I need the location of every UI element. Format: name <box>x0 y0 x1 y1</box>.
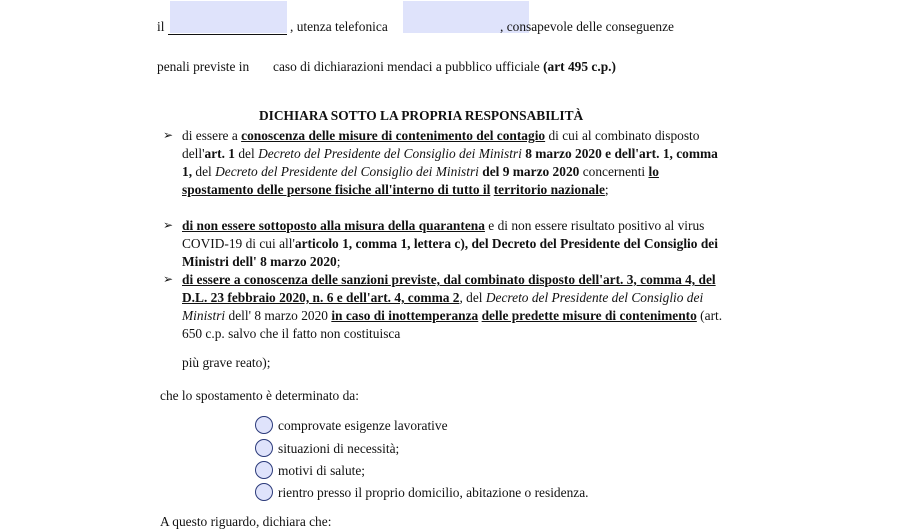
b2-t4: ; <box>336 254 341 269</box>
b2-t3: articolo 1, comma 1, lettera c), del Decreto del Presidente del Consiglio dei Ministri dell' 8 marzo 2020 <box>182 236 718 269</box>
b3-t2: , del <box>459 290 486 305</box>
radio-salute[interactable] <box>255 461 273 479</box>
option-necessita: situazioni di necessità; <box>278 441 400 456</box>
b1-t16: territorio nazionale <box>493 182 605 197</box>
bullet-arrow-icon: ➢ <box>163 128 174 142</box>
radio-rientro[interactable] <box>255 483 273 501</box>
bullet-arrow-icon: ➢ <box>163 218 174 232</box>
section-title: DICHIARA SOTTO LA PROPRIA RESPONSABILITÀ <box>259 108 584 123</box>
option-lavorative: comprovate esigenze lavorative <box>278 418 448 433</box>
b1-t13: concernenti <box>579 164 649 179</box>
radio-necessita[interactable] <box>255 439 273 457</box>
bullet-2-text <box>182 217 727 271</box>
spostamento-text: che lo spostamento è determinato da: <box>160 388 359 403</box>
b3-t7: delle predette misure di contenimento <box>481 308 697 323</box>
b1-t3: di cui al combinato disposto dell' <box>182 128 700 161</box>
b1-t17: ; <box>604 182 609 197</box>
b1-t1: di essere a <box>182 128 242 143</box>
bullet-3-text <box>182 271 727 343</box>
b1-t2: conoscenza delle misure di contenimento del contagio <box>241 128 546 143</box>
b3-continuation: più grave reato); <box>182 355 271 370</box>
b1-t6: Decreto del Presidente del Consiglio dei Ministri <box>258 146 522 161</box>
b2-t2: e di non essere risultato positivo al virus COVID-19 di cui all' <box>182 218 705 251</box>
b3-t3: Decreto del Presidente del Consiglio dei Ministri <box>182 290 704 323</box>
penali-text: penali previste in <box>157 59 250 74</box>
bullet-arrow-icon: ➢ <box>163 272 174 286</box>
b1-t12: del 9 marzo 2020 <box>478 164 580 179</box>
utenza-label: , utenza telefonica <box>290 19 388 34</box>
b3-t5: in caso di inottemperanza <box>331 308 479 323</box>
b1-t4: art. 1 <box>204 146 235 161</box>
identity-input-field[interactable] <box>170 1 287 33</box>
identity-underline <box>168 34 287 35</box>
b1-t8: e dell' <box>601 146 640 161</box>
b3-t8: (art. 650 c.p. salvo che il fatto non costituisca <box>182 308 723 341</box>
caso-text: caso di dichiarazioni mendaci a pubblico ufficiale <box>273 59 540 74</box>
il-label: il <box>157 19 165 34</box>
option-salute: motivi di salute; <box>278 463 366 478</box>
b3-t1: di essere a conoscenza delle sanzioni previste, dal combinato disposto dell'art. 3, comma 4, del D.L. 23 febbraio 2020, n. 6 e dell'art. 4, comma 2 <box>182 272 716 305</box>
art-text: (art 495 c.p.) <box>543 59 616 74</box>
bullet-1-text <box>182 127 727 199</box>
b1-t10: del <box>192 164 216 179</box>
radio-lavorative[interactable] <box>255 416 273 434</box>
b3-t4: dell' 8 marzo 2020 <box>225 308 332 323</box>
mendaci-text <box>273 59 616 75</box>
b1-t14: lo spostamento delle persone fisiche all'interno di tutto il <box>182 164 659 197</box>
consapevole-label: , consapevole delle conseguenze <box>500 19 674 34</box>
b1-t9: art. 1, comma 1, <box>182 146 718 179</box>
b1-t7: 8 marzo 2020 <box>521 146 602 161</box>
b1-t5: del <box>235 146 259 161</box>
option-rientro: rientro presso il proprio domicilio, abitazione o residenza. <box>278 485 589 500</box>
b2-t1: di non essere sottoposto alla misura della quarantena <box>182 218 485 233</box>
b1-t11: Decreto del Presidente del Consiglio dei Ministri <box>215 164 479 179</box>
riguardo-text: A questo riguardo, dichiara che: <box>160 514 332 529</box>
